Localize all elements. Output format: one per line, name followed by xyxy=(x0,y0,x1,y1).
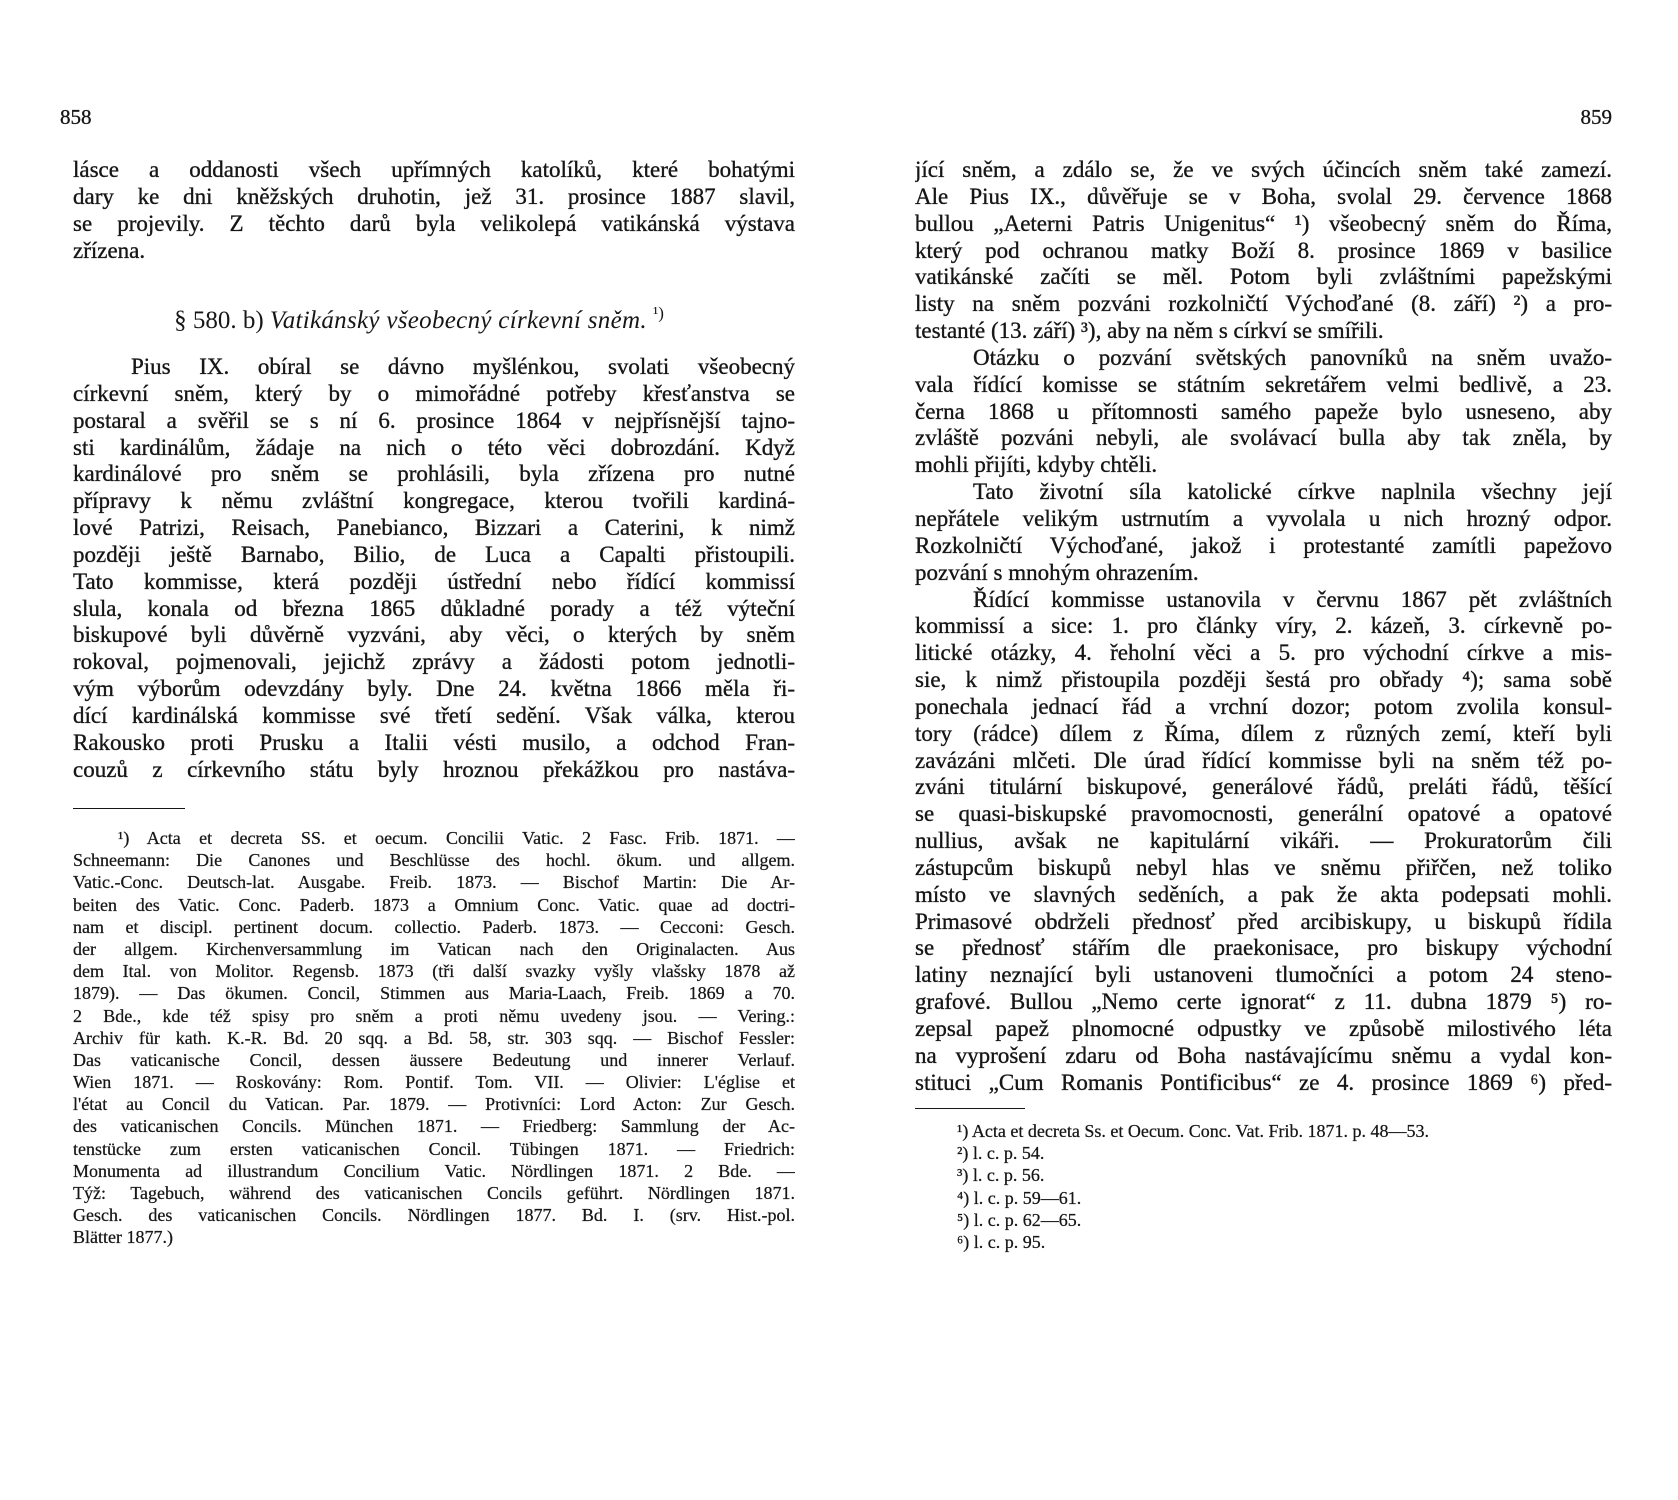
paragraph xyxy=(73,354,795,784)
text-line: pozvání s mnohým ohrazením. xyxy=(915,559,1199,585)
text-line: rokoval, pojmenovali, jejichž zprávy a žádosti potom jednotli- xyxy=(73,649,795,675)
text-line: Rozkolničtí Výchoďané, jakož i protestanté zamítli papežovo xyxy=(915,532,1612,558)
footnote-line: ²) l. c. p. 54. xyxy=(957,1143,1045,1164)
text-line: vatikánské začíti se měl. Potom byli zvláštními papežskými xyxy=(915,264,1612,290)
paragraph xyxy=(915,479,1612,586)
text-line: zváni titulární biskupové, generálové řádů, preláti řádů, těšící xyxy=(915,774,1612,800)
footnote xyxy=(915,1209,1612,1231)
section-heading xyxy=(73,304,795,338)
paragraph xyxy=(915,345,1612,479)
footnote-line: der allgem. Kirchenversammlung im Vatican nach den Originalacten. Aus xyxy=(73,938,795,959)
text-line: dary ke dni kněžských druhotin, jež 31. prosince 1887 slavil, xyxy=(73,183,795,209)
text-line: lásce a oddanosti všech upřímných katolíků, které bohatými xyxy=(73,157,795,182)
text-line: dící kardinálská kommisse své třetí sedění. Však válka, kterou xyxy=(73,702,795,728)
text-line: jící sněm, a zdálo se, že ve svých účincích sněm také zamezí. xyxy=(915,157,1612,182)
text-line: tory (rádce) dílem z Říma, dílem z různých zemí, kteří byli xyxy=(915,720,1612,746)
footnote-line: Vatic.-Conc. Deutsch-lat. Ausgabe. Freib. 1873. — Bischof Martin: Die Ar- xyxy=(73,872,795,893)
body-text xyxy=(915,157,1612,1097)
text-line: který pod ochranou matky Boží 8. prosince 1869 v basilice xyxy=(915,237,1612,263)
footnote-line: l'état au Concil du Vatican. Par. 1879. — Protivníci: Lord Acton: Zur Gesch. xyxy=(73,1094,795,1115)
text-line: nepřátele velikým ustrnutím a vyvolala u nich hrozný odpor. xyxy=(915,505,1612,531)
footnote-line: Blätter 1877.) xyxy=(73,1227,173,1248)
body-text-before-heading xyxy=(73,157,795,264)
text-line: se přednosť stářím dle praekonisace, pro biskupy východní xyxy=(915,935,1612,961)
footnote xyxy=(915,1231,1612,1253)
text-line: postaral a svěřil se s ní 6. prosince 1864 v nejpřísnější tajno- xyxy=(73,407,795,433)
text-line: Tato životní síla katolické církve naplnila všechny její xyxy=(973,479,1612,505)
footnote-line: beiten des Vatic. Conc. Paderb. 1873 a Omnium Conc. Vatic. quae ad doctri- xyxy=(73,894,795,915)
right-page xyxy=(839,0,1678,1500)
text-line: sie, k nimž přistoupila později šestá pro obřady ⁴); sama sobě xyxy=(915,667,1612,693)
footnote-line: Das vaticanische Concil, dessen äussere Bedeutung und innerer Verlauf. xyxy=(73,1049,795,1070)
text-line: grafové. Bullou „Nemo certe ignorat“ z 11. dubna 1879 ⁵) ro- xyxy=(915,989,1612,1015)
text-line: zavázáni mlčeti. Dle úrad řídící kommisse byli na sněm též po- xyxy=(915,747,1612,773)
text-line: církevní sněm, který by o mimořádné potřeby křesťanstva se xyxy=(73,380,795,406)
text-line: na vyprošení zdaru od Boha nastávajícímu sněmu a vydal kon- xyxy=(915,1042,1612,1068)
text-line: testanté (13. září) ³), aby na něm s církví se smířili. xyxy=(915,318,1384,344)
text-line: Rakousko proti Prusku a Italii vésti musilo, a odchod Fran- xyxy=(73,729,795,755)
footnote-line: 2 Bde., kde též spisy pro sněm a proti němu uvedeny jsou. — Vering.: xyxy=(73,1005,795,1026)
footnote xyxy=(915,1187,1612,1209)
footnote-line: Týž: Tagebuch, während des vaticanischen Concils geführt. Nördlingen 1871. xyxy=(73,1183,795,1203)
text-line: zástupcům biskupů nebyl hlas ve sněmu přiřčen, než toliko xyxy=(915,854,1612,880)
footnote-line: des vaticanischen Concils. München 1871. — Friedberg: Sammlung der Ac- xyxy=(73,1116,795,1137)
text-line: zepsal papež plnomocné odpustky ve způsobě milostivého léta xyxy=(915,1016,1612,1041)
footnote-line: ⁴) l. c. p. 59—61. xyxy=(957,1187,1082,1208)
text-line: nullius, avšak ne kapitulární vikáři. — Prokuratorům čili xyxy=(915,828,1612,854)
footnotes xyxy=(915,1120,1612,1253)
text-line: se quasi-biskupské pravomocnosti, generální opatové a opatové xyxy=(915,801,1612,827)
page-number: 859 xyxy=(1580,105,1612,129)
footnote-line: ¹) Acta et decreta Ss. et Oecum. Conc. Vat. Frib. 1871. p. 48—53. xyxy=(957,1121,1429,1141)
section-number: § 580. xyxy=(174,307,237,334)
text-line: sti kardinálům, žádaje na nich o této věci dobrozdání. Když xyxy=(73,434,795,460)
footnote-line: dem Ital. von Molitor. Regensb. 1873 (tři další svazky vyšly vlašsky 1878 až xyxy=(73,961,795,982)
text-line: Ale Pius IX., důvěřuje se v Boha, svolal 29. července 1868 xyxy=(915,183,1612,209)
text-line: zřízena. xyxy=(73,237,146,263)
footnote xyxy=(915,1164,1612,1186)
footnote-line: 1879). — Das ökumen. Concil, Stimmen aus Maria-Laach, Freib. 1869 a 70. xyxy=(73,983,795,1004)
text-line: kommissí a sice: 1. pro články víry, 2. kázeň, 3. církevně po- xyxy=(915,613,1612,639)
text-line: Pius IX. obíral se dávno myšlénkou, svolati všeobecný xyxy=(131,354,795,379)
footnote-line: ³) l. c. p. 56. xyxy=(957,1165,1045,1186)
text-line: bullou „Aeterni Patris Unigenitus“ ¹) všeobecný sněm do Říma, xyxy=(915,210,1612,236)
text-line: slula, konala od března 1865 důkladné porady a též výteční xyxy=(73,595,795,621)
footnote-line: Monumenta ad illustrandum Concilium Vatic. Nördlingen 1871. 2 Bde. — xyxy=(73,1160,795,1181)
text-line: biskupové byli důvěrně vyzváni, aby věci, o kterých by sněm xyxy=(73,622,795,648)
text-line: litické otázky, 4. řeholní věci a 5. pro východní církve a mis- xyxy=(915,640,1612,666)
text-line: vým výborům odevzdány byly. Dne 24. května 1866 měla ři- xyxy=(73,676,795,702)
footnote xyxy=(915,1120,1612,1142)
footnote-rule xyxy=(73,808,185,809)
text-line: Tato kommisse, která později ústřední nebo řídící kommissí xyxy=(73,568,795,594)
footnote-line: ⁶) l. c. p. 95. xyxy=(957,1231,1046,1252)
footnote-line: ⁵) l. c. p. 62—65. xyxy=(957,1209,1082,1230)
text-line: listy na sněm pozváni rozkolničtí Výchoďané (8. září) ²) a pro- xyxy=(915,291,1612,317)
footnote-rule xyxy=(915,1108,1025,1109)
text-line: ponechala jednací řád a vrchní dozor; potom zvolila konsul- xyxy=(915,693,1612,719)
text-line: Primasové obdrželi přednosť před arcibiskupy, u biskupů řídila xyxy=(915,908,1612,934)
page-number: 858 xyxy=(60,105,92,129)
section-letter: b) xyxy=(242,307,264,334)
footnote-line: Gesch. des vaticanischen Concils. Nördlingen 1877. Bd. I. (srv. Hist.-pol. xyxy=(73,1205,795,1226)
footnote xyxy=(915,1142,1612,1164)
text-line: se projevily. Z těchto darů byla velikolepá vatikánská výstava xyxy=(73,210,795,236)
footnote-line: Archiv für kath. K.-R. Bd. 20 sqq. a Bd. 58, str. 303 sqq. — Bischof Fessler: xyxy=(73,1027,795,1048)
footnote-line: nam et discipl. pertinent docum. collectio. Paderb. 1873. — Cecconi: Gesch. xyxy=(73,916,795,937)
footnote-line: tenstücke zum ersten vaticanischen Concil. Tübingen 1871. — Friedrich: xyxy=(73,1138,795,1159)
footnote-mark: ¹) xyxy=(653,303,664,323)
text-line: latiny neznající byli ustanoveni tlumočníci a potom 24 steno- xyxy=(915,962,1612,988)
text-line: později ještě Barnabo, Bilio, de Luca a Capalti přistoupili. xyxy=(73,541,795,567)
text-line: zvláště pozváni nebyli, ale svolávací bulla aby tak zněla, by xyxy=(915,425,1612,451)
text-line: vala řídící komisse se státním sekretářem velmi bedlivě, a 23. xyxy=(915,371,1612,397)
footnotes xyxy=(73,827,795,1249)
text-line: přípravy k němu zvláštní kongregace, kterou tvořili kardiná- xyxy=(73,488,795,514)
footnote-line: ¹) Acta et decreta SS. et oecum. Concilii Vatic. 2 Fasc. Frib. 1871. — xyxy=(118,828,795,848)
paragraph xyxy=(73,157,795,264)
footnote xyxy=(73,827,795,1249)
text-line: místo ve slavných seděních, a pak že akta podepsati mohli. xyxy=(915,881,1612,907)
text-line: kardinálové pro sněm se prohlásili, byla zřízena pro nutné xyxy=(73,461,795,487)
section-title: Vatikánský všeobecný církevní sněm. xyxy=(269,307,647,334)
text-line: mohli přijíti, kdyby chtěli. xyxy=(915,452,1158,478)
text-line: černa 1868 u přítomnosti samého papeže bylo usneseno, aby xyxy=(915,398,1612,424)
paragraph xyxy=(915,587,1612,1097)
text-line: Otázku o pozvání světských panovníků na sněm uvažo- xyxy=(973,344,1612,370)
footnote-line: Wien 1871. — Roskovány: Rom. Pontif. Tom. VII. — Olivier: L'église et xyxy=(73,1072,795,1093)
text-line: couzů z církevního státu byly hroznou překážkou pro nastáva- xyxy=(73,756,795,782)
text-line: lové Patrizi, Reisach, Panebianco, Bizzari a Caterini, k nimž xyxy=(73,515,795,541)
paragraph xyxy=(915,157,1612,345)
body-text-after-heading xyxy=(73,354,795,784)
text-line: stituci „Cum Romanis Pontificibus“ ze 4. prosince 1869 ⁶) před- xyxy=(915,1069,1612,1095)
footnote-line: Schneemann: Die Canones und Beschlüsse des hochl. ökum. und allgem. xyxy=(73,850,795,871)
text-line: Řídící kommisse ustanovila v červnu 1867 pět zvláštních xyxy=(973,586,1612,612)
